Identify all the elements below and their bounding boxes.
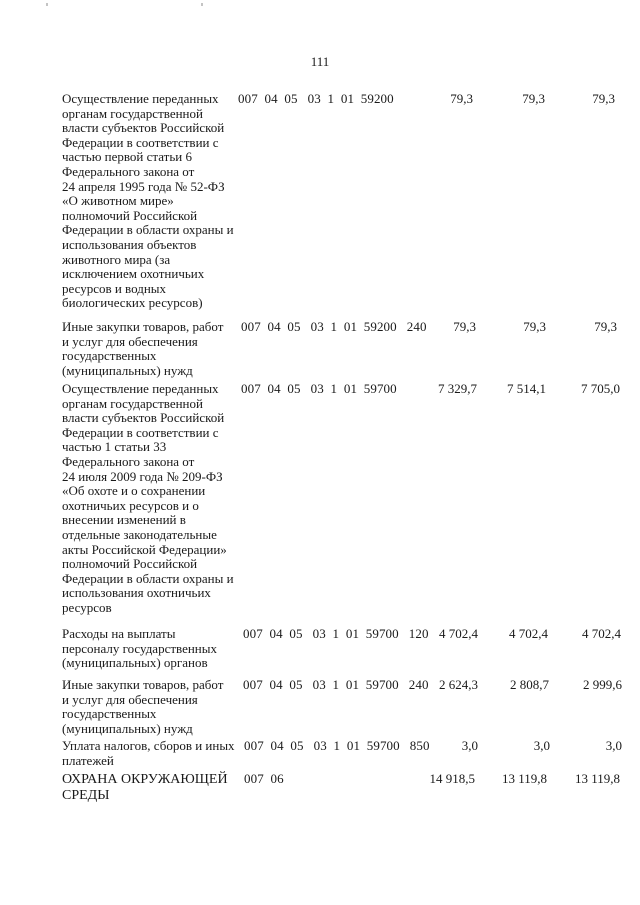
value-year-3: 3,0 — [605, 738, 622, 753]
value-year-2: 79,3 — [522, 91, 545, 106]
row-code: 007 04 05 03 1 01 59700 850 — [244, 738, 430, 753]
value-year-1: 79,3 — [453, 319, 476, 334]
scan-mark — [46, 3, 48, 6]
value-year-1: 2 624,3 — [439, 677, 478, 692]
value-year-1: 7 329,7 — [438, 381, 477, 396]
value-year-2: 3,0 — [533, 738, 550, 753]
value-year-2: 13 119,8 — [501, 771, 547, 786]
row-name: Иные закупки товаров, работ и услуг для обеспечения государственных (муниципальных) нужд — [62, 319, 224, 378]
value-year-2: 7 514,1 — [507, 381, 546, 396]
row-name: Иные закупки товаров, работ и услуг для обеспечения государственных (муниципальных) нужд — [62, 677, 224, 736]
row-name: Уплата налогов, сборов и иных платежей — [62, 738, 235, 768]
row-code: 007 04 05 03 1 01 59200 240 — [241, 319, 427, 334]
row-code: 007 04 05 03 1 01 59700 240 — [243, 677, 429, 692]
value-year-3: 2 999,6 — [583, 677, 622, 692]
page-number: 111 — [310, 54, 330, 69]
value-year-1: 3,0 — [461, 738, 478, 753]
value-year-3: 13 119,8 — [574, 771, 620, 786]
value-year-2: 2 808,7 — [510, 677, 549, 692]
row-code: 007 04 05 03 1 01 59700 — [241, 381, 397, 396]
row-name: Осуществление переданных органам государственной власти субъектов Российской Федерации в соответствии с частью 1 статьи 33 Федерального закона от 24 июля 2009 года № 209-ФЗ «Об охоте и о сохранении охотничьих ресурсов и о внесении изменений в отдельные законодательные акты Российской Федерации» полномочий Российской Федерации в области охраны и использования охотничьих ресурсов — [62, 381, 234, 615]
scan-mark — [201, 3, 203, 6]
row-name: Осуществление переданных органам государственной власти субъектов Российской Федерации в соответствии с частью первой статьи 6 Федерального закона от 24 апреля 1995 года № 52-ФЗ «О животном мире» полномочий Российской Федерации в области охраны и использования объектов животного мира (за исключением охотничьих ресурсов и водных биологических ресурсов) — [62, 91, 234, 311]
row-code: 007 04 05 03 1 01 59200 — [238, 91, 394, 106]
value-year-3: 7 705,0 — [581, 381, 620, 396]
row-code: 007 04 05 03 1 01 59700 120 — [243, 626, 429, 641]
row-code: 007 06 — [244, 771, 284, 786]
value-year-2: 79,3 — [523, 319, 546, 334]
row-name: Расходы на выплаты персоналу государственных (муниципальных) органов — [62, 626, 218, 671]
section-heading: ОХРАНА ОКРУЖАЮЩЕЙ СРЕДЫ — [62, 772, 228, 803]
value-year-1: 79,3 — [450, 91, 473, 106]
value-year-3: 79,3 — [594, 319, 617, 334]
value-year-1: 4 702,4 — [439, 626, 478, 641]
value-year-2: 4 702,4 — [509, 626, 548, 641]
value-year-3: 4 702,4 — [582, 626, 621, 641]
value-year-3: 79,3 — [592, 91, 615, 106]
value-year-1: 14 918,5 — [429, 771, 475, 786]
